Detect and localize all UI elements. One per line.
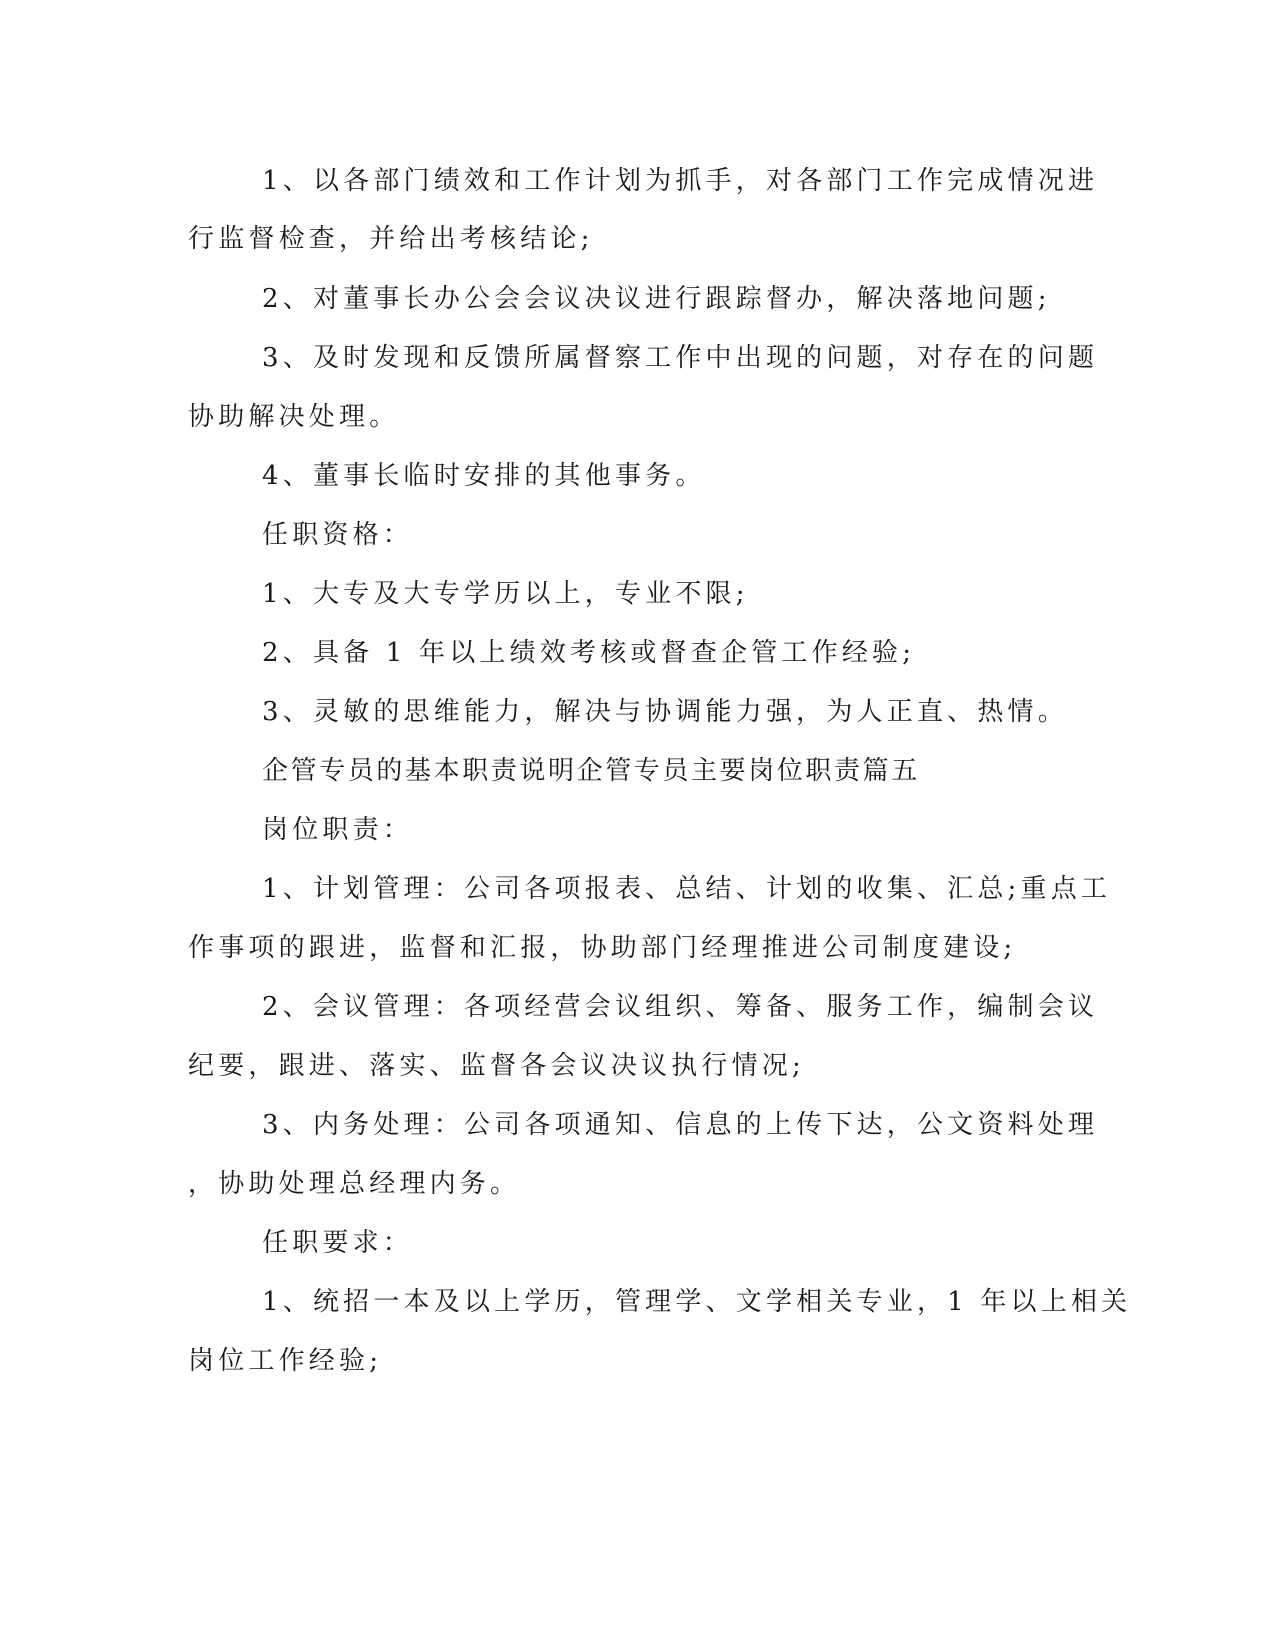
duty-internal-line-1: 3、内务处理：公司各项通知、信息的上传下达，公文资料处理 [262,1110,1099,1140]
requirement-item-1-line-1: 1、统招一本及以上学历，管理学、文学相关专业，1 年以上相关 [262,1287,1132,1317]
duty-internal-line-2: ，协助处理总经理内务。 [188,1169,521,1199]
duty-meeting-line-2: 纪要，跟进、落实、监督各会议决议执行情况; [188,1051,805,1081]
section-heading-requirements: 任职要求： [262,1228,414,1258]
duty-item-2: 2、对董事长办公会会议决议进行跟踪督办，解决落地问题; [262,284,1051,314]
duty-item-4: 4、董事长临时安排的其他事务。 [262,461,706,491]
duty-plan-line-1: 1、计划管理：公司各项报表、总结、计划的收集、汇总;重点工 [262,874,1112,904]
qualification-item-1: 1、大专及大专学历以上，专业不限; [262,579,749,609]
duty-meeting-line-1: 2、会议管理：各项经营会议组织、筹备、服务工作，编制会议 [262,992,1099,1022]
section-title: 企管专员的基本职责说明企管专员主要岗位职责篇五 [262,756,920,786]
duty-plan-line-2: 作事项的跟进，监督和汇报，协助部门经理推进公司制度建设; [188,933,1017,963]
section-heading-qualifications: 任职资格： [262,520,414,550]
duty-item-1-line-1: 1、以各部门绩效和工作计划为抓手，对各部门工作完成情况进 [262,166,1099,196]
qualification-item-2: 2、具备 1 年以上绩效考核或督查企管工作经验; [262,638,916,668]
section-heading-duties: 岗位职责： [262,815,414,845]
requirement-item-1-line-2: 岗位工作经验; [188,1346,383,1376]
duty-item-3-line-2: 协助解决处理。 [188,402,400,432]
duty-item-1-line-2: 行监督检查，并给出考核结论; [188,224,594,254]
qualification-item-3: 3、灵敏的思维能力，解决与协调能力强，为人正直、热情。 [262,697,1068,727]
duty-item-3-line-1: 3、及时发现和反馈所属督察工作中出现的问题，对存在的问题 [262,343,1099,373]
